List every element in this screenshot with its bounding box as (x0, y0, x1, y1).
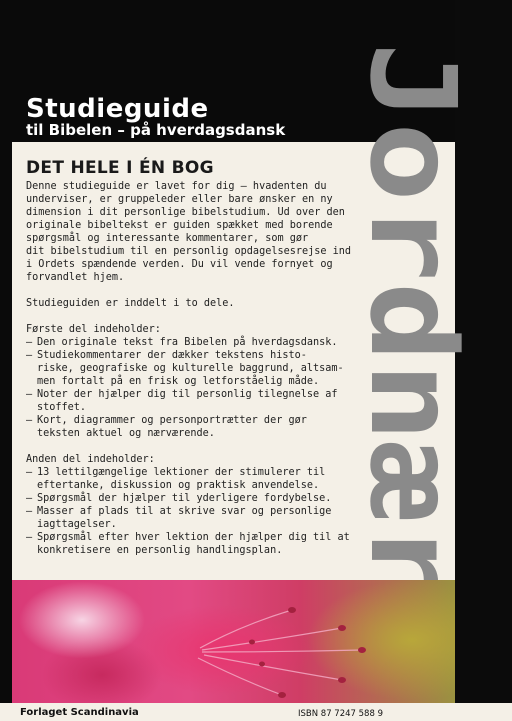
list-item: – Studiekommentarer der dækker tekstens histo- riske, geografiske og kulturelle baggrund, altsam- men fortalt på en frisk og letforståelig måde. (26, 349, 366, 388)
part1-title: Første del indeholder: (26, 324, 161, 335)
book-title: Studieguide (26, 94, 209, 124)
list-item: – Spørgsmål efter hver lektion der hjælper dig til at konkretisere en personlig handlingsplan. (26, 531, 366, 557)
book-subtitle: til Bibelen – på hverdagsdansk (26, 121, 286, 139)
flower-photo (12, 580, 455, 703)
description-text (26, 158, 366, 557)
isbn-number: ISBN 87 7247 588 9 (298, 709, 383, 719)
part2-title: Anden del indeholder: (26, 454, 155, 465)
spine-word: Jordnære (344, 42, 482, 611)
section-heading: DET HELE I ÉN BOG (26, 158, 214, 178)
list-item: – 13 lettilgængelige lektioner der stimulerer til eftertanke, diskussion og praktisk anvendelse. (26, 466, 366, 492)
list-item: – Den originale tekst fra Bibelen på hverdagsdansk. (26, 336, 366, 349)
list-item: – Masser af plads til at skrive svar og personlige iagttagelser. (26, 505, 366, 531)
flower-stamens-graphic (12, 580, 455, 703)
part2-list (26, 466, 366, 557)
division-paragraph: Studieguiden er inddelt i to dele. (26, 298, 235, 309)
list-item: – Spørgsmål der hjælper til yderligere fordybelse. (26, 492, 366, 505)
intro-paragraph: Denne studieguide er lavet for dig – hvadenten du underviser, er gruppeleder eller bare ønsker en ny dimension i dit personlige bibelstudium. Ud over den originale bibeltekst er guiden spækket med borende spørgsmål og interessante kommentarer, som gør dit bibelstudium til en personlig opdagelsesrejse ind i Ordets spændende verden. Du vil vende fornyet og forvandlet hjem. (26, 181, 352, 283)
title-block (26, 96, 285, 139)
part1-list (26, 336, 366, 440)
publisher-name: Forlaget Scandinavia (20, 707, 139, 718)
list-item: – Noter der hjælper dig til personlig tilegnelse af stoffet. (26, 388, 366, 414)
list-item: – Kort, diagrammer og personportrætter der gør teksten aktuel og nærværende. (26, 414, 366, 440)
